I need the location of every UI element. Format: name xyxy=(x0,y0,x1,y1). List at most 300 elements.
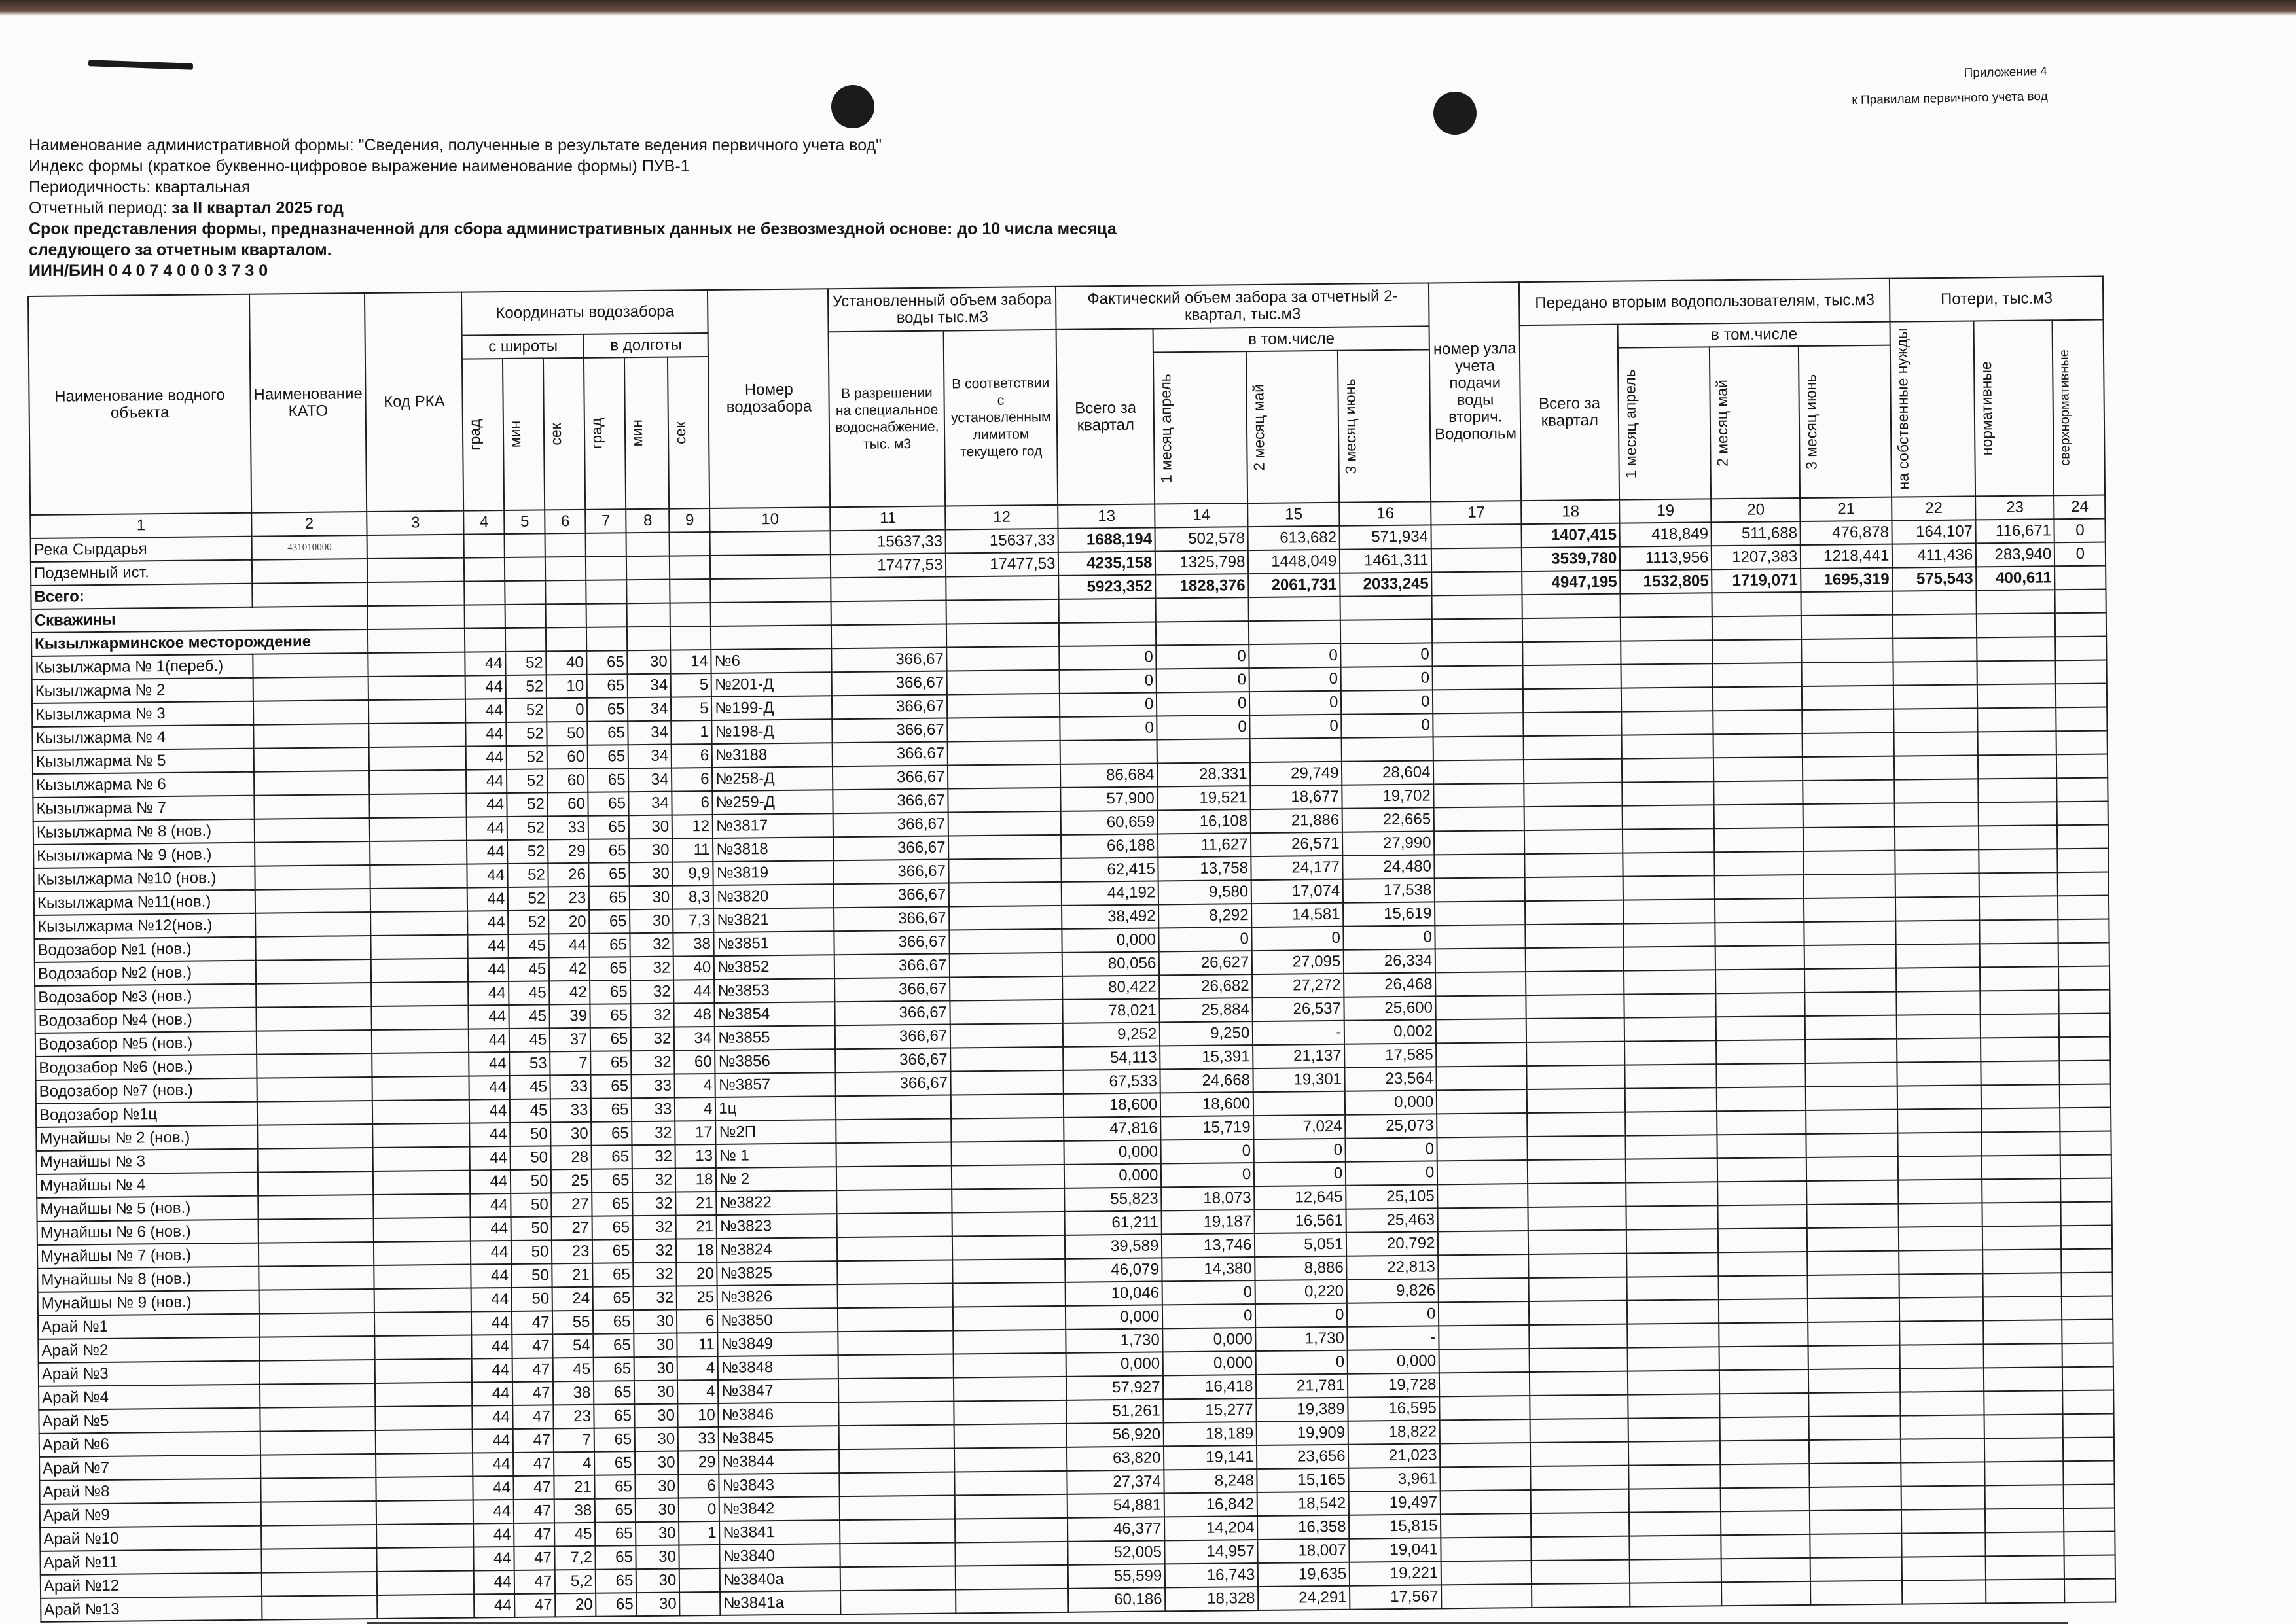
empty-cell xyxy=(1714,804,1803,828)
well-lo_m: 32 xyxy=(631,1004,674,1028)
well-m3: 0 xyxy=(1347,1302,1439,1326)
well-total: 61,211 xyxy=(1065,1210,1162,1235)
empty-cell xyxy=(368,676,465,700)
well-permit xyxy=(839,1448,954,1473)
empty-cell xyxy=(369,723,466,747)
empty-cell xyxy=(374,1312,471,1336)
empty-cell xyxy=(1980,943,2058,967)
empty-cell xyxy=(1801,615,1893,639)
well-lo_d: 65 xyxy=(595,1475,636,1499)
empty-cell xyxy=(1902,1556,1986,1580)
summary-t_total: 1407,415 xyxy=(1522,523,1620,548)
well-no: №3840 xyxy=(720,1544,840,1568)
well-total: 51,261 xyxy=(1067,1399,1164,1423)
well-m1: 15,277 xyxy=(1164,1398,1257,1422)
well-lo_m: 34 xyxy=(628,697,671,722)
empty-cell xyxy=(1712,592,1801,616)
well-name: Мунайшы № 6 (нов.) xyxy=(37,1220,259,1245)
well-lo_s: 18 xyxy=(675,1168,716,1192)
well-la_d: 44 xyxy=(468,958,509,982)
well-m3: 21,023 xyxy=(1348,1443,1440,1468)
empty-cell xyxy=(1629,1464,1721,1489)
empty-cell xyxy=(1720,1440,1809,1464)
well-la_s: 30 xyxy=(551,1122,592,1146)
empty-cell xyxy=(1621,687,1713,711)
empty-cell xyxy=(253,724,369,749)
empty-cell xyxy=(1986,1532,2064,1556)
well-la_m: 45 xyxy=(509,981,549,1005)
empty-cell xyxy=(1984,1438,2063,1462)
empty-cell xyxy=(261,1525,377,1549)
well-m2: 16,358 xyxy=(1257,1515,1349,1540)
well-permit xyxy=(838,1307,953,1332)
empty-cell xyxy=(1624,946,1715,970)
empty-cell xyxy=(1978,707,2056,732)
empty-cell xyxy=(1627,1276,1719,1300)
well-lo_d: 65 xyxy=(594,1428,635,1452)
well-name: Мунайшы № 4 xyxy=(37,1173,258,1198)
empty-cell xyxy=(1431,548,1522,572)
h-m2 xyxy=(1246,351,1339,503)
well-lo_d: 65 xyxy=(594,1381,634,1405)
well-m2: 0 xyxy=(1255,1303,1347,1328)
well-lo_s: 13 xyxy=(675,1144,716,1169)
empty-cell xyxy=(1441,1561,1532,1585)
well-name: Арай №3 xyxy=(39,1361,260,1386)
well-no: №3820 xyxy=(713,884,834,909)
empty-cell xyxy=(1716,1016,1805,1040)
empty-cell xyxy=(1900,1320,1984,1345)
well-lo_d: 65 xyxy=(589,886,630,910)
empty-cell xyxy=(2061,1201,2112,1226)
empty-cell xyxy=(259,1265,374,1290)
column-number: 4 xyxy=(464,510,505,535)
empty-cell xyxy=(255,936,371,961)
well-m1: 8,248 xyxy=(1164,1469,1257,1493)
well-total: 57,900 xyxy=(1061,786,1158,811)
empty-cell xyxy=(1625,1087,1717,1112)
well-m3: 19,041 xyxy=(1350,1538,1441,1562)
well-m2: 29,749 xyxy=(1250,762,1342,786)
well-m3: 25,463 xyxy=(1346,1208,1438,1232)
well-lo_d: 65 xyxy=(588,745,628,769)
empty-cell xyxy=(1802,686,1893,710)
well-lo_d: 65 xyxy=(587,674,628,698)
well-m2: 0 xyxy=(1256,1350,1348,1375)
well-lo_s: 40 xyxy=(673,956,714,980)
empty-cell xyxy=(2060,1061,2111,1085)
well-permit xyxy=(840,1542,956,1567)
empty-cell xyxy=(370,817,467,841)
empty-cell xyxy=(1984,1414,2063,1438)
summary-t1: 1532,805 xyxy=(1621,569,1712,593)
well-name: Мунайшы № 3 xyxy=(37,1149,258,1174)
empty-cell xyxy=(949,858,1062,883)
empty-cell xyxy=(1530,1419,1628,1443)
empty-cell xyxy=(2055,613,2106,637)
empty-cell xyxy=(831,624,946,649)
column-number: 21 xyxy=(1800,497,1892,521)
empty-cell xyxy=(1441,1490,1531,1514)
h-total-q: Всего за квартал xyxy=(1056,328,1155,504)
empty-cell xyxy=(1713,639,1802,663)
empty-cell xyxy=(627,580,670,604)
well-no: №3848 xyxy=(718,1355,838,1380)
summary-t_total: 3539,780 xyxy=(1522,547,1620,571)
empty-cell xyxy=(2062,1272,2113,1296)
well-m3 xyxy=(1342,737,1433,761)
empty-cell xyxy=(2056,707,2108,732)
empty-cell xyxy=(1715,898,1804,923)
form-index: Индекс формы (краткое буквенно-цифровое выражение наименование формы) ПУВ-1 xyxy=(29,157,690,175)
empty-cell xyxy=(2062,1366,2113,1390)
well-permit xyxy=(840,1519,955,1544)
lon-deg-label: град xyxy=(588,417,605,450)
column-number: 14 xyxy=(1155,503,1248,527)
empty-cell xyxy=(1627,1299,1719,1324)
well-m2: 27,272 xyxy=(1252,974,1344,998)
m1-label: 1 месяц апрель xyxy=(1157,373,1175,483)
empty-cell xyxy=(1525,877,1623,901)
well-lo_d: 65 xyxy=(590,1027,631,1051)
empty-cell xyxy=(1529,1254,1627,1278)
summary-own: 575,543 xyxy=(1892,567,1976,591)
well-no: №3851 xyxy=(714,931,834,956)
well-permit xyxy=(837,1213,952,1238)
well-m1: 16,743 xyxy=(1165,1563,1258,1587)
empty-cell xyxy=(376,1406,473,1430)
well-permit xyxy=(840,1495,955,1520)
well-lo_d: 65 xyxy=(596,1593,636,1617)
well-la_d: 44 xyxy=(469,1099,510,1123)
empty-cell xyxy=(1809,1392,1901,1417)
empty-cell xyxy=(259,1242,374,1267)
empty-cell xyxy=(1982,1131,2060,1156)
empty-cell xyxy=(1803,780,1895,804)
empty-cell xyxy=(670,556,710,580)
empty-cell xyxy=(1621,640,1713,664)
well-total: 55,823 xyxy=(1065,1187,1162,1211)
well-total: 63,820 xyxy=(1067,1446,1164,1470)
empty-cell xyxy=(1720,1417,1809,1441)
well-lo_d: 65 xyxy=(589,862,630,887)
well-name: Кызылжарма № 9 (нов.) xyxy=(33,843,255,868)
summary-own: 164,107 xyxy=(1892,520,1976,544)
well-m2: 26,537 xyxy=(1253,997,1344,1021)
empty-cell xyxy=(1712,616,1801,640)
empty-cell xyxy=(670,532,710,556)
empty-cell xyxy=(1982,1202,2061,1226)
empty-cell xyxy=(1530,1395,1628,1419)
empty-cell xyxy=(1803,756,1894,781)
well-m1: 0 xyxy=(1162,1280,1255,1305)
empty-cell xyxy=(1983,1296,2062,1320)
empty-cell xyxy=(1810,1557,1902,1581)
empty-cell xyxy=(1623,781,1714,805)
empty-cell xyxy=(1893,590,1977,614)
empty-cell xyxy=(1808,1275,1899,1299)
summary-m1: 1325,798 xyxy=(1155,550,1248,574)
well-lo_s: 0 xyxy=(679,1498,719,1522)
well-total: 0,000 xyxy=(1062,928,1159,952)
well-lo_s: 4 xyxy=(677,1356,718,1381)
empty-cell xyxy=(1524,735,1622,760)
empty-cell xyxy=(2056,754,2108,779)
well-m2: 0 xyxy=(1249,691,1341,715)
well-la_d: 44 xyxy=(469,1076,510,1100)
empty-cell xyxy=(253,700,369,725)
empty-cell xyxy=(1532,1583,1630,1608)
empty-cell xyxy=(1435,877,1525,902)
empty-cell xyxy=(369,747,466,771)
empty-cell xyxy=(1437,1113,1527,1137)
empty-cell xyxy=(2060,1154,2111,1178)
well-la_d: 44 xyxy=(467,840,507,864)
well-la_s: 7 xyxy=(550,1051,591,1076)
well-lo_d: 65 xyxy=(589,909,630,934)
well-no: 1ц xyxy=(715,1096,836,1121)
well-la_m: 52 xyxy=(507,792,548,817)
well-la_s: 7 xyxy=(554,1428,594,1453)
well-la_s: 23 xyxy=(552,1240,592,1264)
empty-cell xyxy=(1623,875,1715,900)
well-permit: 366,67 xyxy=(833,742,948,767)
empty-cell xyxy=(951,1070,1064,1095)
empty-cell xyxy=(371,959,468,983)
well-m2: 27,095 xyxy=(1252,950,1344,974)
well-permit: 366,67 xyxy=(833,813,948,838)
empty-cell xyxy=(368,582,465,606)
well-m3: 19,728 xyxy=(1348,1373,1439,1397)
empty-cell xyxy=(1628,1347,1719,1371)
empty-cell xyxy=(1441,1584,1532,1608)
well-lo_d: 65 xyxy=(591,1098,632,1122)
lon-sec-label: сек xyxy=(672,421,689,444)
well-m1: 19,187 xyxy=(1162,1210,1255,1234)
empty-cell xyxy=(259,1313,375,1337)
well-permit: 366,67 xyxy=(834,883,949,908)
empty-cell xyxy=(1527,1065,1625,1089)
empty-cell xyxy=(376,1477,473,1501)
empty-cell xyxy=(1524,712,1622,736)
well-name: Арай №7 xyxy=(39,1455,260,1481)
well-permit: 366,67 xyxy=(834,907,949,932)
well-la_d: 44 xyxy=(474,1594,514,1618)
empty-cell xyxy=(1894,708,1978,732)
well-lo_m: 30 xyxy=(634,1357,677,1381)
empty-cell xyxy=(627,627,670,651)
empty-cell xyxy=(1528,1136,1626,1160)
empty-cell xyxy=(465,628,505,652)
well-lo_s: 20 xyxy=(677,1262,717,1286)
empty-cell xyxy=(372,1076,469,1101)
empty-cell xyxy=(1715,969,1804,993)
empty-cell xyxy=(1719,1299,1808,1323)
empty-cell xyxy=(1622,758,1713,782)
empty-cell xyxy=(1249,597,1340,621)
well-m3: 17,538 xyxy=(1343,878,1435,902)
well-la_m: 52 xyxy=(508,887,548,911)
well-lo_s: 5 xyxy=(671,673,711,697)
empty-cell xyxy=(1718,1228,1807,1252)
well-la_s: 54 xyxy=(553,1334,594,1358)
well-lo_s: 4 xyxy=(677,1380,718,1404)
empty-cell xyxy=(1529,1301,1627,1325)
empty-cell xyxy=(545,533,586,557)
well-m3: 23,564 xyxy=(1345,1067,1437,1091)
empty-cell xyxy=(2058,849,2109,873)
empty-cell xyxy=(1804,874,1895,898)
well-m1: 14,380 xyxy=(1162,1257,1255,1281)
well-lo_m: 30 xyxy=(636,1475,679,1499)
empty-cell xyxy=(1895,826,1979,850)
empty-cell xyxy=(948,764,1060,789)
empty-cell xyxy=(710,554,831,579)
summary-total: 1688,194 xyxy=(1058,527,1155,552)
well-la_m: 52 xyxy=(508,863,548,887)
empty-cell xyxy=(1528,1230,1626,1254)
well-lo_m: 33 xyxy=(632,1098,675,1122)
well-name: Мунайшы № 5 (нов.) xyxy=(37,1196,258,1222)
empty-cell xyxy=(1715,922,1804,946)
well-la_m: 47 xyxy=(513,1452,554,1476)
well-m3: 0 xyxy=(1346,1137,1437,1161)
empty-cell xyxy=(955,1518,1067,1543)
summary-permit: 15637,33 xyxy=(831,530,946,555)
well-no: №3841 xyxy=(719,1520,840,1545)
empty-cell xyxy=(465,605,505,629)
summary-limit: 15637,33 xyxy=(946,529,1058,554)
well-m3: 0 xyxy=(1346,1161,1437,1185)
empty-cell xyxy=(254,794,370,819)
well-name: Водозабор №6 (нов.) xyxy=(35,1055,257,1080)
well-no: №3826 xyxy=(717,1284,838,1309)
m3-label: 3 месяц июнь xyxy=(1341,378,1360,474)
empty-cell xyxy=(1441,1513,1531,1538)
empty-cell xyxy=(1437,1160,1528,1184)
summary-m3: 571,934 xyxy=(1340,525,1431,549)
well-lo_m: 32 xyxy=(632,1145,675,1169)
h-water-object: Наименование водного объекта xyxy=(28,294,251,515)
empty-cell xyxy=(368,652,465,677)
well-lo_m: 32 xyxy=(632,1169,675,1193)
empty-cell xyxy=(1985,1508,2064,1532)
empty-cell xyxy=(1720,1393,1809,1417)
empty-cell xyxy=(1802,662,1893,686)
empty-cell xyxy=(1340,619,1432,643)
well-lo_m: 33 xyxy=(632,1074,675,1099)
well-m1: 26,682 xyxy=(1159,974,1252,998)
empty-cell xyxy=(1982,1226,2061,1250)
well-total: 18,600 xyxy=(1064,1093,1160,1117)
well-lo_m: 30 xyxy=(630,909,673,934)
empty-cell xyxy=(1630,1582,1721,1606)
empty-cell xyxy=(1630,1559,1721,1583)
empty-cell xyxy=(376,1500,473,1525)
well-total: 9,252 xyxy=(1063,1022,1160,1046)
well-m1: 9,580 xyxy=(1158,880,1251,904)
empty-cell xyxy=(1804,898,1895,922)
summary-name: Всего: xyxy=(31,584,252,609)
empty-cell xyxy=(1721,1487,1810,1511)
well-la_s: 40 xyxy=(547,651,587,675)
empty-cell xyxy=(255,841,370,866)
well-permit: 366,67 xyxy=(834,860,949,885)
well-name: Арай №12 xyxy=(41,1573,262,1598)
empty-cell xyxy=(1530,1324,1628,1349)
empty-cell xyxy=(372,1006,469,1030)
well-name: Водозабор №4 (нов.) xyxy=(35,1008,256,1033)
empty-cell xyxy=(2064,1531,2115,1555)
column-number: 1 xyxy=(30,513,251,538)
empty-cell xyxy=(375,1335,472,1360)
well-la_d: 44 xyxy=(468,934,509,959)
well-la_d: 44 xyxy=(473,1429,513,1453)
empty-cell xyxy=(368,605,465,629)
h-intake-no: Номер водозабора xyxy=(708,289,830,508)
empty-cell xyxy=(258,1148,374,1173)
well-total: 67,533 xyxy=(1064,1069,1160,1093)
empty-cell xyxy=(586,533,626,557)
empty-cell xyxy=(261,1501,377,1526)
well-la_m: 52 xyxy=(507,769,547,793)
well-no: №3188 xyxy=(712,743,833,768)
empty-cell xyxy=(1531,1513,1629,1537)
empty-cell xyxy=(1810,1463,1901,1487)
empty-cell xyxy=(1527,1089,1625,1113)
empty-cell xyxy=(2057,778,2108,802)
well-name: Арай №8 xyxy=(39,1479,260,1504)
empty-cell xyxy=(1804,851,1895,875)
h-m3 xyxy=(1338,349,1431,502)
well-la_m: 45 xyxy=(509,1028,550,1052)
empty-cell xyxy=(2056,660,2107,684)
well-la_d: 44 xyxy=(471,1241,511,1265)
well-total: 54,881 xyxy=(1067,1493,1164,1517)
well-la_d: 44 xyxy=(469,1005,509,1029)
well-la_m: 50 xyxy=(511,1240,552,1264)
column-number: 5 xyxy=(505,510,545,534)
empty-cell xyxy=(1986,1555,2064,1580)
empty-cell xyxy=(1432,595,1522,619)
column-number: 20 xyxy=(1711,498,1800,522)
column-number: 17 xyxy=(1431,501,1521,525)
empty-cell xyxy=(1810,1510,1901,1534)
well-lo_m: 32 xyxy=(634,1286,677,1311)
empty-cell xyxy=(1721,1464,1810,1488)
well-la_s: 42 xyxy=(549,957,590,981)
empty-cell xyxy=(1721,1581,1810,1606)
well-permit: 366,67 xyxy=(834,978,950,1002)
empty-cell xyxy=(260,1360,376,1385)
well-m3: 18,822 xyxy=(1348,1420,1440,1444)
empty-cell xyxy=(2057,802,2108,826)
empty-cell xyxy=(1629,1511,1721,1536)
h-t1 xyxy=(1618,347,1711,499)
well-m3: 3,961 xyxy=(1349,1467,1441,1491)
appendix-line-1: Приложение 4 xyxy=(1964,64,2047,80)
well-la_s: 5,2 xyxy=(555,1570,596,1594)
well-no: №2П xyxy=(716,1120,836,1144)
well-permit xyxy=(839,1401,954,1426)
well-name: Мунайшы № 9 (нов.) xyxy=(38,1290,259,1316)
empty-cell xyxy=(1719,1322,1808,1347)
column-number: 7 xyxy=(586,509,626,533)
well-no: №3855 xyxy=(715,1025,835,1050)
empty-cell xyxy=(950,1000,1063,1025)
empty-cell xyxy=(953,1306,1066,1331)
well-m1: 0 xyxy=(1159,927,1252,951)
